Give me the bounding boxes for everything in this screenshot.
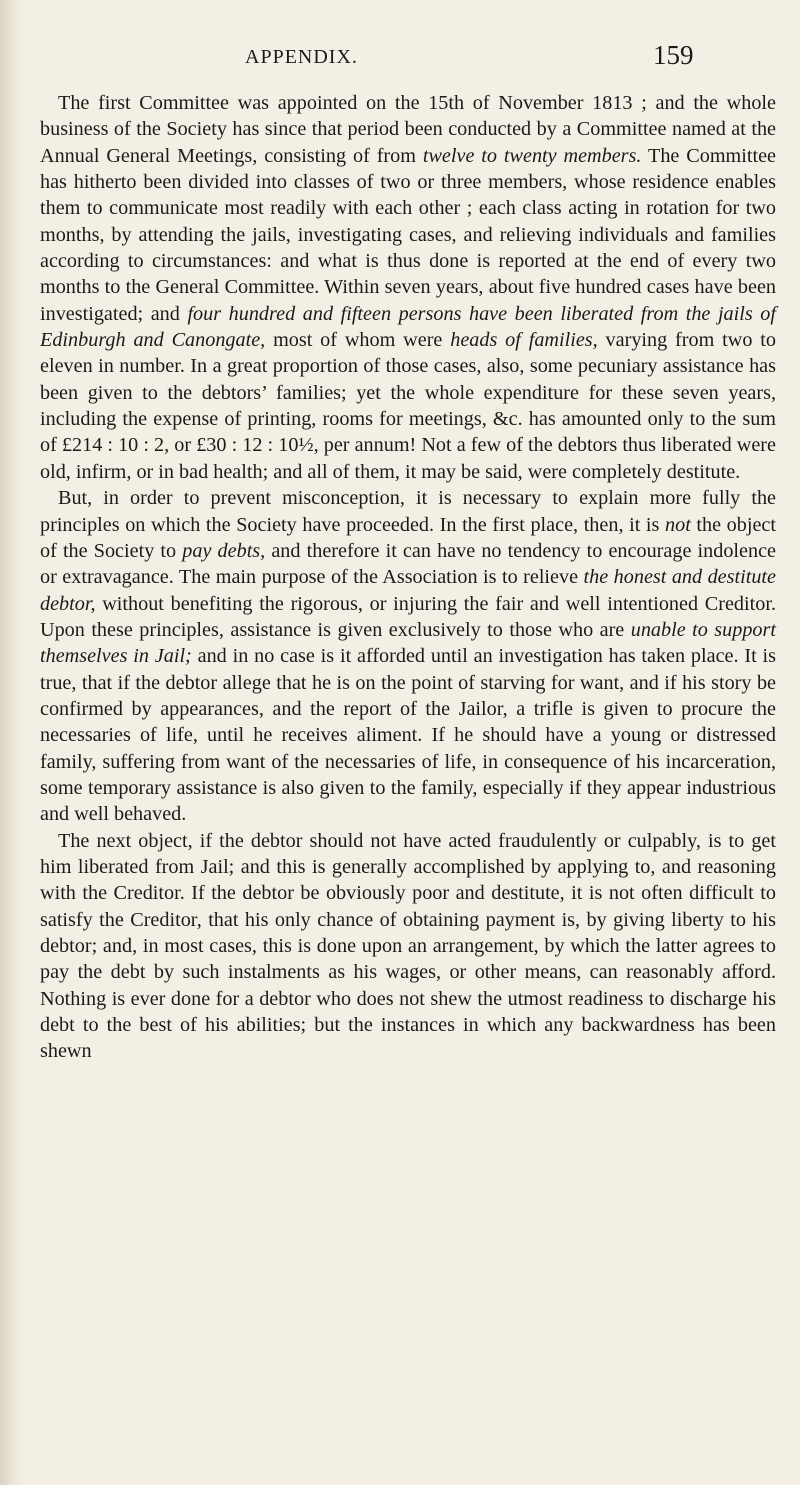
page-gutter-shadow	[0, 0, 22, 1485]
italic-text: unable to support themselves in Jail;	[40, 618, 776, 668]
paragraph	[40, 828, 776, 1065]
text-run: varying from two to eleven in number. In a great proportion of those cases, also, some pecuniary assistance has been given to the debtors’ families; yet the whole expenditure for these seven years, including the expense of printing, rooms for meetings, &c. has amounted only to the sum of £214 : 10 : 2, or £30 : 12 : 10½, per annum! Not a few of the debtors thus liberated were old, infirm, or in bad health; and all of them, it may be said, were completely destitute.	[40, 329, 776, 483]
text-run: the object of the Society to	[40, 513, 776, 562]
body-text	[40, 90, 776, 1065]
text-run: and in no case is it afforded until an investigation has taken place. It is true, that if the debtor allege that he is on the point of starving for want, and if his story be confirmed by appearances, and the report of the Jailor, a trifle is given to procure the necessaries of life, until he receives aliment. If he should have a young or distressed family, suffering from want of the necessaries of life, in consequence of his incarceration, some temporary assistance is also given to the family, especially if they appear industrious and well behaved.	[40, 645, 777, 826]
paragraph	[40, 90, 776, 485]
italic-text: four hundred and fifteen persons have been liberated from the jails of Edinburgh and Canongate,	[40, 302, 776, 352]
text-run: without benefiting the rigorous, or injuring the fair and well intentioned Creditor. Upon these principles, assistance is given exclusively to those who are	[40, 592, 776, 641]
italic-text: not	[665, 513, 691, 536]
italic-text: twelve to twenty members.	[422, 144, 642, 167]
italic-text: the honest and destitute debtor,	[40, 566, 776, 615]
text-run: and therefore it can have no tendency to encourage indolence or extravagance. The main purpose of the Association is to relieve	[40, 539, 777, 589]
paragraph	[40, 485, 776, 827]
text-run: The next object, if the debtor should not have acted fraudulently or culpably, is to get him liberated from Jail; and this is generally accomplished by applying to, and reasoning with the Creditor. If the debtor be obviously poor and destitute, it is not often difficult to satisfy the Creditor, that his only chance of obtaining payment is, by giving liberty to his debtor; and, in most cases, this is done upon an arrangement, by which the latter agrees to pay the debt by such instalments as his wages, or other means, can reasonably afford. Nothing is ever done for a debtor who does not shew the utmost readiness to discharge his debt to the best of his abilities; but the instances in which any backwardness has been shewn	[40, 829, 776, 1063]
italic-text: pay debts,	[182, 539, 266, 562]
running-head: APPENDIX.	[245, 46, 358, 68]
text-run: The first Committee was appointed on the 15th of November 1813 ; and the whole business of the Society has since that period been conducted by a Committee named at the Annual General Meetings, consisting of from	[40, 92, 776, 167]
page-header	[0, 32, 800, 72]
page-number: 159	[653, 40, 694, 70]
text-run: The Committee has hitherto been divided into classes of two or three members, whose residence enables them to communicate most readily with each other ; each class acting in rotation for two months, by attending the jails, investigating cases, and relieving individuals and families according to circumstances: and what is thus done is reported at the end of every two months to the General Committee. Within seven years, about five hundred cases have been investigated; and	[40, 144, 776, 325]
text-run: But, in order to prevent misconception, it is necessary to explain more fully the principles on which the Society have proceeded. In the first place, then, it is	[40, 487, 776, 536]
text-run: most of whom were	[265, 329, 451, 352]
italic-text: heads of families,	[450, 329, 598, 352]
